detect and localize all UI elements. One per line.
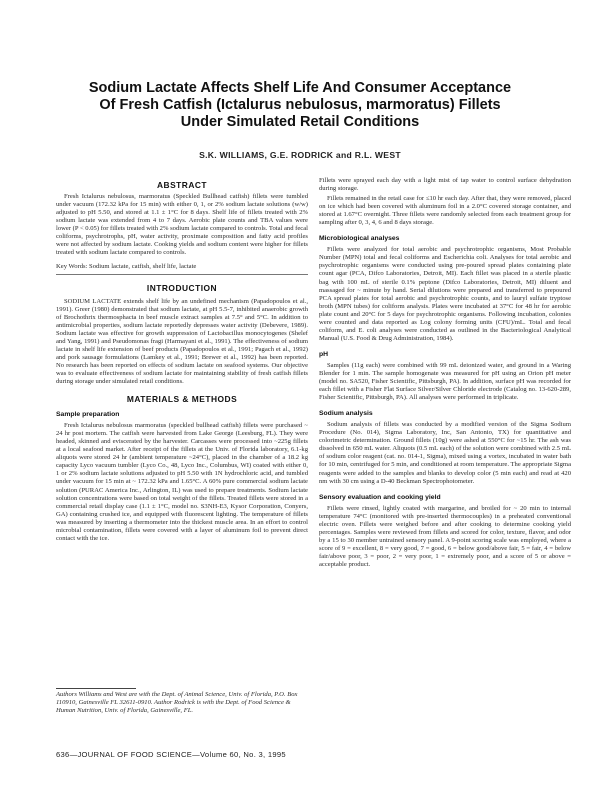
left-column [56, 181, 308, 545]
micro-heading: Microbiological analyses [319, 235, 400, 243]
title-line-3: Under Simulated Retail Conditions [180, 114, 420, 130]
abstract-divider [56, 274, 308, 275]
abstract-heading: ABSTRACT [156, 180, 208, 190]
continued-text-2: Fillets remained in the retail case for ≤10 hr each day. After that, they were removed, placed on ice which had been covered with aluminum foil in a 2.0°C covered storage container, and stored at 1.67°C overnight. Three fillets were randomly selected from each treatment group for sampling after 0, 3, 4, 6 and 8 days storage. [319, 195, 571, 227]
micro-text: Fillets were analyzed for total aerobic and psychrotrophic organisms, Most Probable Number (MPN) total and fecal coliforms and Escherichia coli. Analyses for total aerobic and psychrotrophic organisms were conducted using pre-poured spread plates containing plate count agar (PCA, Difco Laboratories, Detroit, MI). Each fillet was placed in a sterile plastic bag with 100 mL of sterile 0.1% peptone (Difco Laboratories, Detroit, MI) diluent and massaged for ~ minute by hand. Serial dilutions were prepared and transferred to prepoured PCA spread plates for total aerobic and psychrotrophic counts, and to lauryl sulfate tryptose broth (MPN tubes) for coliform analysis. Plates were incubated at 37°C for 48 hr for aerobic plate count and 20°C for 5 days for psychrotrophic organisms. Following incubation, colonies were counted and data reported as Log colony forming units (CFU)/mL. Total and fecal coliform, and E. coli analyses were conducted as outlined in the Bacteriological Analytical Manual (U.S. Food & Drug Administration, 1984). [319, 246, 571, 342]
abstract-text: Fresh Ictalurus nebulosus, marmoratus (Speckled Bullhead catfish) fillets were tumbled under vacuum (172.32 kPa for 15 min) with either 0, 1, or 2% sodium lactate solutions (w/w) adjusted to pH 5.50, and stored at 1.1 ± 1°C for 8 days. Shelf life of fillets treated with 2% sodium lactate was extended from 4 to 7 days. Aerobic plate counts and TBA values were lower (P < 0.05) for fillets treated with 2% sodium lactate compared to controls. Total and fecal coliforms, psychrotrophs, pH, water activity, proximate composition and fatty acid profiles were not affected by sodium lactate. Cooking yields and sodium content were higher for fillets treated with sodium lactate compared to controls. [56, 193, 308, 257]
ph-heading: pH [319, 350, 329, 358]
keywords: Key Words: Sodium lactate, catfish, shelf life, lactate [56, 263, 197, 271]
sensory-heading: Sensory evaluation and cooking yield [319, 493, 441, 501]
continued-text: Fillets were sprayed each day with a light mist of tap water to control surface dehydration during storage. [319, 177, 571, 193]
author-footnote: Authors Williams and West are with the Dept. of Animal Science, Univ. of Florida, P.O. Box 110910, Gainesville FL 32611-0910. Author Rodrick is with the Dept. of Food Science & Human Nutrition, Univ. of Florida, Gainesville, FL. [56, 691, 298, 714]
ph-text: Samples (11g each) were combined with 99 mL deionized water, and ground in a Waring Blender for 1 min. The sample homogenate was measured for pH using an Orion pH meter (model no. SA520, Fisher Scientific, Pittsburgh, PA). In addition, surface pH was recorded for each fillet with a Fisher Flat Surface Silver/Silver Chloride electrode (Catalog no. 13-620-289, Fisher Scientific, Pittsburgh, PA). All analyses were performed in triplicate. [319, 361, 571, 402]
footnote-rule [56, 688, 136, 689]
title-line-1: Sodium Lactate Affects Shelf Life And Consumer Acceptance [88, 80, 512, 96]
article-title [60, 80, 540, 131]
intro-text: SODIUM LACTATE extends shelf life by an undefined mechanism (Papadopoulos et al., 1991). Greer (1980) demonstrated that sodium lactate, at pH 5.5-7, inhibited anaerobic growth of Brochothrix thermosphacta in beef muscle extract samples at 7.5° and 5°C. In addition to antimicrobial properties, sodium lactate reportedly depresses water activity (Debevere, 1989). Sodium lactate was effective for growth suppression of Lactobacillus monocytogenes (Shelef and Yang, 1991) and Pseudomonas fragi (Harmayani et al., 1991). The effectiveness of sodium lactate in shelf life extension of beef products (Papadopoulos et al., 1991; Pagach et al., 1992) and pork sausage formulations (Lamkey et al., 1991; Brewer et al., 1992) has been reported. No research has been reported on effects of sodium lactate on seafood systems. Our objective was to evaluate effectiveness of sodium lactate for maintaining stability of fresh catfish fillets during storage under simulated retail conditions. [56, 297, 308, 385]
intro-heading: INTRODUCTION [146, 283, 218, 294]
sample-prep-heading: Sample preparation [56, 411, 120, 419]
sodium-heading: Sodium analysis [319, 410, 373, 418]
methods-heading: MATERIALS & METHODS [126, 394, 238, 405]
journal-footer: 636—JOURNAL OF FOOD SCIENCE—Volume 60, No. 3, 1995 [56, 750, 286, 759]
right-column [319, 177, 571, 571]
title-line-2: Of Fresh Catfish (Ictalurus nebulosus, marmoratus) Fillets [99, 97, 501, 113]
sample-prep-text: Fresh Ictalurus nebulosus marmoratus (speckled bullhead catfish) fillets were purchased ~ 24 hr post mortem. The catfish were harvested from Lake George (Leesburg, FL). They were headed, skinned and eviscerated by the harvester. Carcasses were processed into ~225g fillets at a local seafood market. After receipt of the fillets at the Univ. of Florida laboratory, 6.1-kg aliquots were stored 24 hr (ambient temperature ~24°C), placed in the chamber of a 18.2 kg capacity Lyco vacuum tumbler (Lyco Co., 48, Lyco Inc., Columbus, WI) coated with either 0, 1 or 2% sodium lactate solutions adjusted to pH 5.50 with 1N hydrochloric acid, and tumbled under vacuum for 15 min at ~ 172.32 kPa and 1.65°C. A 60% pure commercial sodium lactate solution (PURAC America Inc., Arlington, IL) was used to prepare treatments. Sodium lactate solution concentrations were based on total weight of the fillets. Treated fillets were stored in a commercial retail display case (1.1 ± 1°C, model no. S3NH-E3, Kysor Corporation, Conyers, GA) containing crushed ice, and equipped with fluorescent lighting. The temperature of fillets was measured by inserting a thermometer into the thickest muscle area. In an effort to control microbial contamination, fillets were covered with a layer of aluminum foil to prevent direct contact with the ice. [56, 422, 308, 542]
sensory-text: Fillets were rinsed, lightly coated with margarine, and broiled for ~ 20 min to internal temperature 74°C (monitored with pre-inserted thermocouples) in a preheated conventional electric oven. Fillets were weighed before and after cooking to determine cooking yield percentages. Samples were reviewed from fillets and scored for color, texture, flavor, and odor by a 15 to 30 member untrained sensory panel. A 9-point scoring scale was employed, where a score of 9 = excellent, 8 = very good, 7 = good, 6 = below good/above fair, 5 = fair, 4 = below fair/above poor, 3 = poor, 2 = very poor, 1 = extremely poor, and a score of 5 or above = acceptable product. [319, 504, 571, 568]
sodium-text: Sodium analysis of fillets was conducted by a modified version of the Sigma Sodium Procedure (No. 014), Sigma Laboratory, Inc, San Antonio, TX) for quantitative and colorimetric determination. Ground fillets (10g) were ashed at 550°C for ~15 hr. The ash was dissolved in 650 mL water. Aliquots (0.5 mL each) of the solution were combined with 2.5 mL of sodium color reagent (cat. no. 014-1, Sigma), mixed using a vortex, incubated in water bath for 10 min, centrifuged for 5 min, and conditioned at room temperature. The appropriate Sigma reagents were added to the samples and blanks to develop color (5 min each) and read at 420 nm with 30 cm using a D-40 Beckman Spectrophotometer. [319, 421, 571, 485]
author-list: S.K. WILLIAMS, G.E. RODRICK and R.L. WEST [199, 150, 401, 160]
